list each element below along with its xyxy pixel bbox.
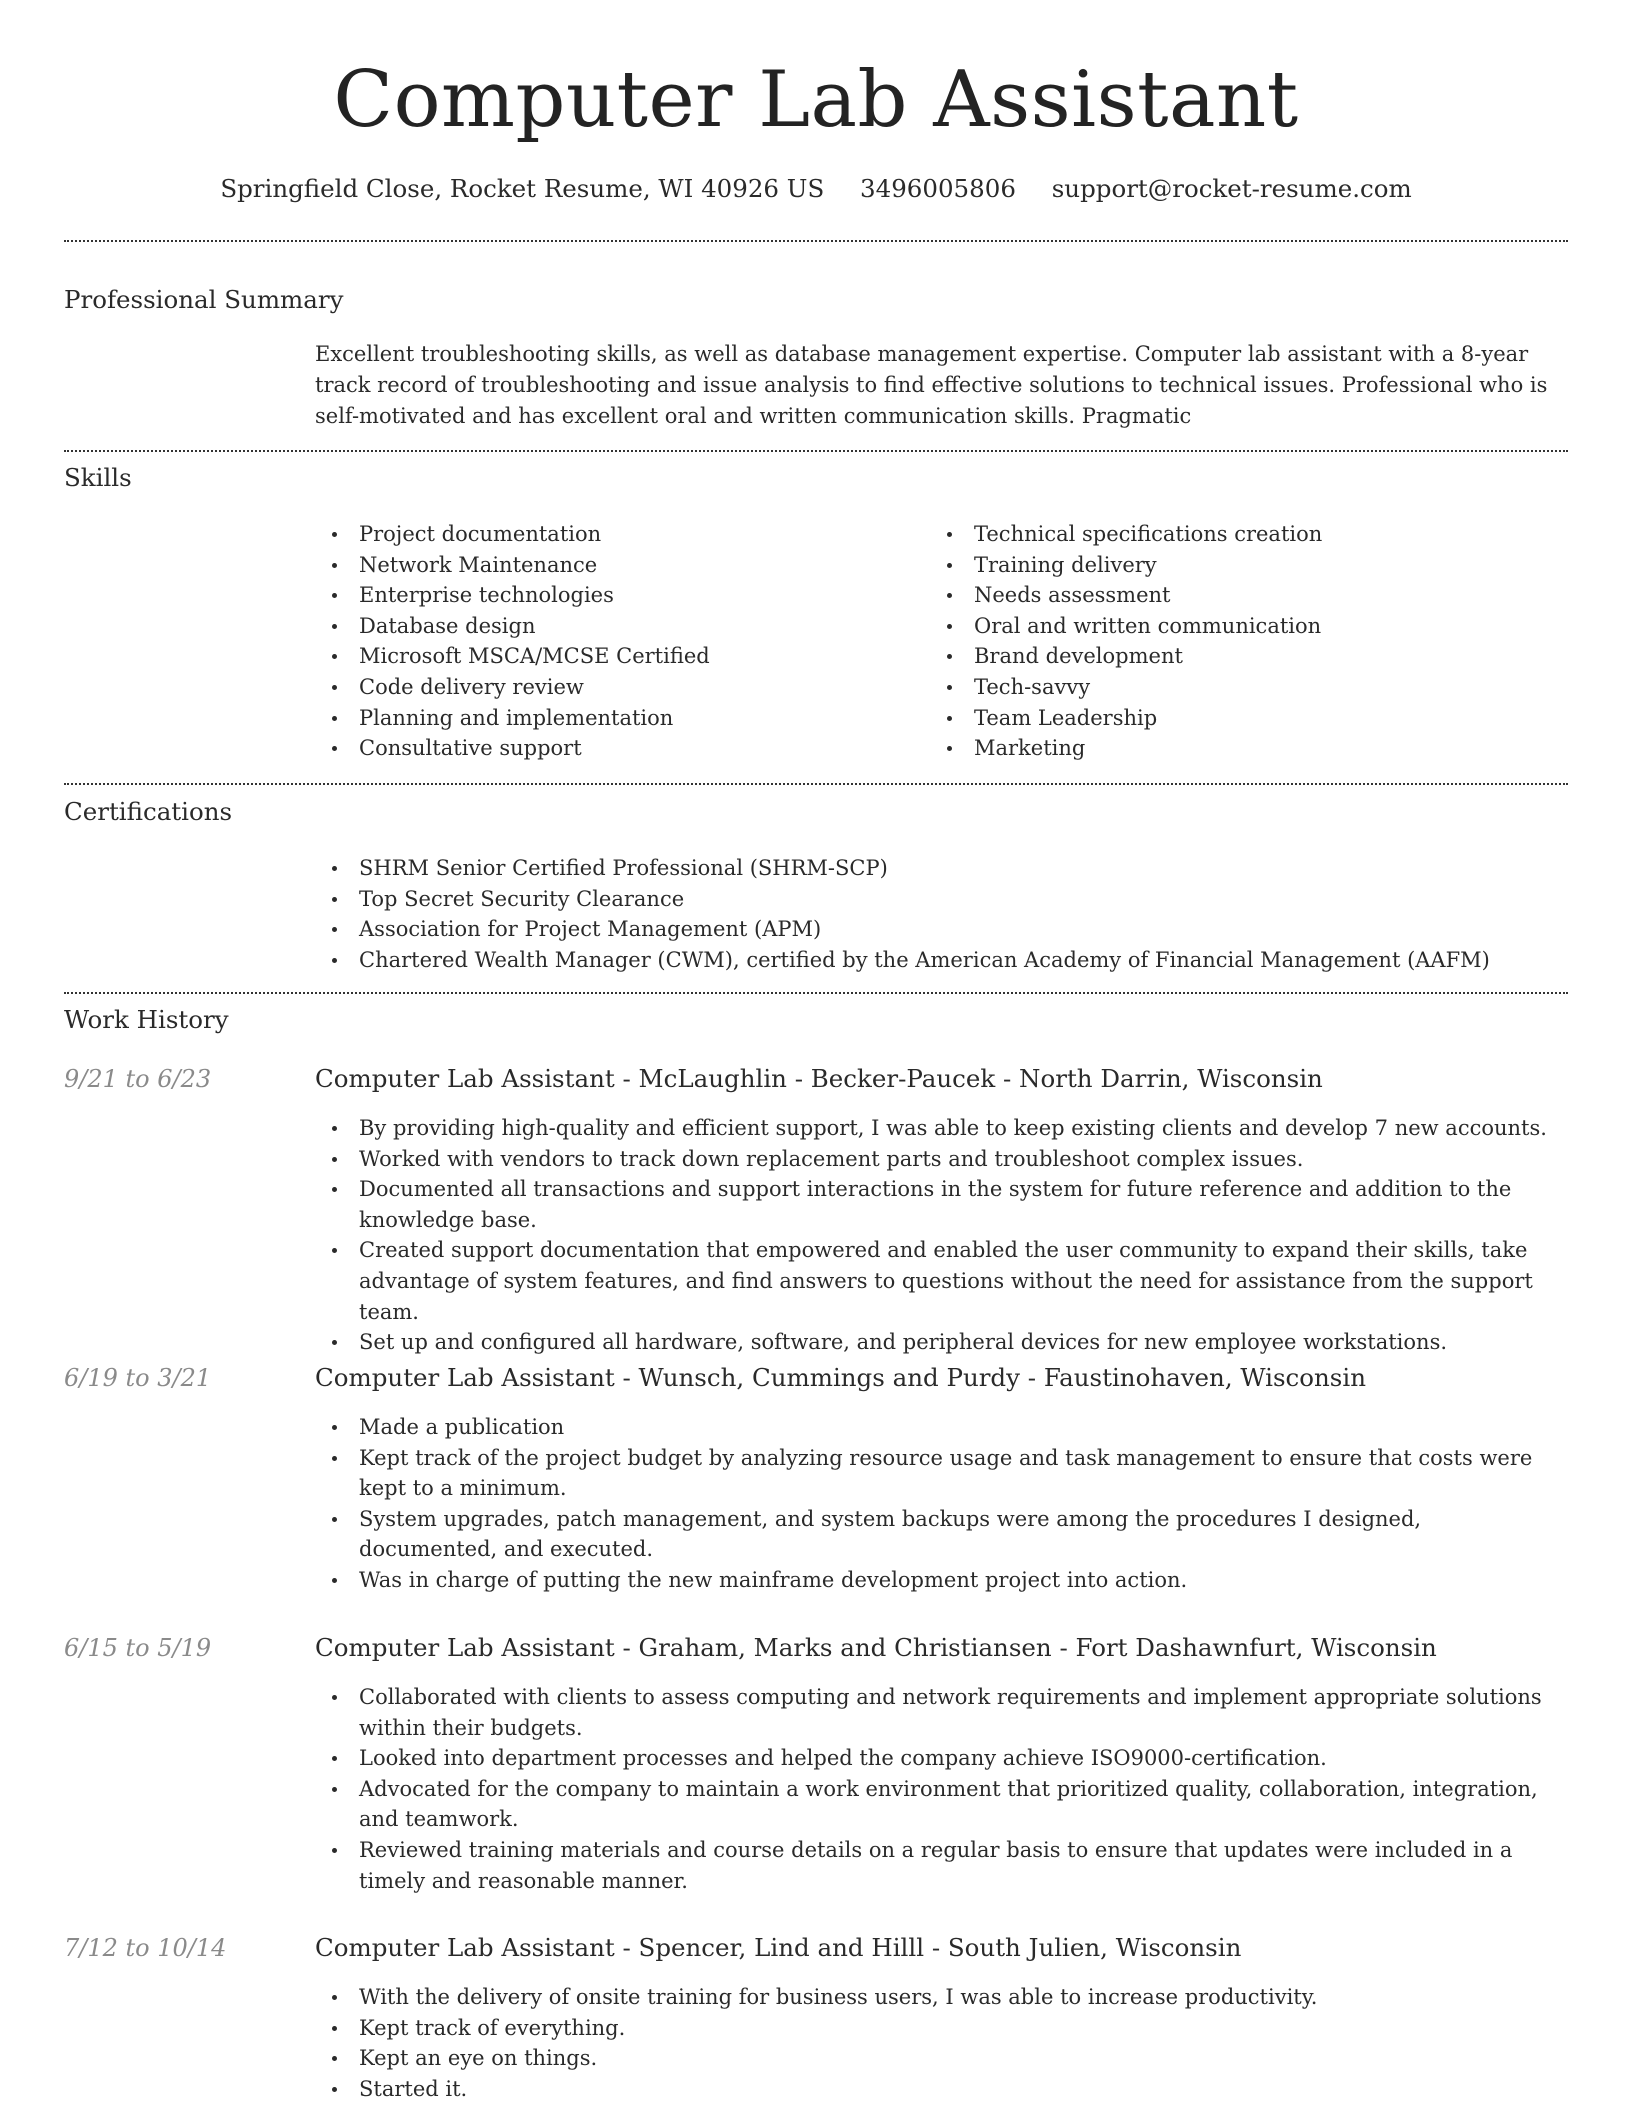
certification-item: Association for Project Management (APM) bbox=[315, 914, 1565, 945]
contact-email: support@rocket-resume.com bbox=[1051, 174, 1412, 203]
job-bullet: Started it. bbox=[315, 2074, 1565, 2105]
job-bullet: Created support documentation that empowered and enabled the user community to expand their skills, take advantage of system features, and find answers to questions without the need for assistance from the support team. bbox=[315, 1235, 1565, 1327]
contact-phone: 3496005806 bbox=[860, 174, 1016, 203]
job-bullet: Kept an eye on things. bbox=[315, 2043, 1565, 2074]
section-divider bbox=[64, 450, 1568, 452]
job-bullet: Worked with vendors to track down replacement parts and troubleshoot complex issues. bbox=[315, 1144, 1565, 1175]
skill-item: Oral and written communication bbox=[930, 611, 1560, 642]
job-bullet: Looked into department processes and helped the company achieve ISO9000-certification. bbox=[315, 1743, 1565, 1774]
job-bullet: With the delivery of onsite training for business users, I was able to increase productivity. bbox=[315, 1982, 1565, 2013]
certification-item: Chartered Wealth Manager (CWM), certified by the American Academy of Financial Management (AAFM) bbox=[315, 945, 1565, 976]
job-bullets bbox=[315, 1412, 1565, 1596]
skills-list-right bbox=[930, 519, 1560, 764]
job-title: Computer Lab Assistant - Wunsch, Cummings and Purdy - Faustinohaven, Wisconsin bbox=[315, 1363, 1366, 1392]
job-bullets bbox=[315, 1682, 1565, 1896]
skill-item: Training delivery bbox=[930, 550, 1560, 581]
skill-item: Database design bbox=[315, 611, 915, 642]
job-bullet: System upgrades, patch management, and system backups were among the procedures I designed, documented, and executed. bbox=[315, 1504, 1565, 1565]
job-bullet: Kept track of the project budget by analyzing resource usage and task management to ensure that costs were kept to a minimum. bbox=[315, 1443, 1565, 1504]
skill-item: Planning and implementation bbox=[315, 703, 915, 734]
job-bullet: Was in charge of putting the new mainframe development project into action. bbox=[315, 1565, 1565, 1596]
skill-item: Marketing bbox=[930, 733, 1560, 764]
certifications-list bbox=[315, 853, 1565, 975]
skill-item: Microsoft MSCA/MCSE Certified bbox=[315, 641, 915, 672]
section-divider bbox=[64, 240, 1568, 242]
certification-item: Top Secret Security Clearance bbox=[315, 884, 1565, 915]
skill-item: Tech-savvy bbox=[930, 672, 1560, 703]
job-title: Computer Lab Assistant - Spencer, Lind and Hilll - South Julien, Wisconsin bbox=[315, 1933, 1242, 1962]
job-bullet: By providing high-quality and efficient support, I was able to keep existing clients and develop 7 new accounts. bbox=[315, 1113, 1565, 1144]
section-divider bbox=[64, 992, 1568, 994]
skill-item: Code delivery review bbox=[315, 672, 915, 703]
skill-item: Technical specifications creation bbox=[930, 519, 1560, 550]
skill-item: Project documentation bbox=[315, 519, 915, 550]
job-bullets bbox=[315, 1982, 1565, 2104]
job-bullet: Reviewed training materials and course details on a regular basis to ensure that updates were included in a timely and reasonable manner. bbox=[315, 1835, 1565, 1896]
job-bullet: Made a publication bbox=[315, 1412, 1565, 1443]
contact-line bbox=[0, 168, 1632, 210]
skills-list-left bbox=[315, 519, 915, 764]
job-dates: 7/12 to 10/14 bbox=[64, 1934, 227, 1962]
candidate-name: Computer Lab Assistant bbox=[333, 55, 1299, 145]
job-title: Computer Lab Assistant - McLaughlin - Becker-Paucek - North Darrin, Wisconsin bbox=[315, 1064, 1323, 1093]
job-dates: 6/15 to 5/19 bbox=[64, 1634, 212, 1662]
skill-item: Enterprise technologies bbox=[315, 580, 915, 611]
skill-item: Needs assessment bbox=[930, 580, 1560, 611]
certifications-heading: Certifications bbox=[64, 797, 233, 826]
work-history-heading: Work History bbox=[64, 1005, 229, 1034]
section-divider bbox=[64, 783, 1568, 785]
skill-item: Network Maintenance bbox=[315, 550, 915, 581]
skill-item: Brand development bbox=[930, 641, 1560, 672]
job-bullet: Set up and configured all hardware, software, and peripheral devices for new employee workstations. bbox=[315, 1327, 1565, 1358]
summary-heading: Professional Summary bbox=[64, 285, 344, 314]
contact-address: Springfield Close, Rocket Resume, WI 40926 US bbox=[220, 174, 825, 203]
job-dates: 9/21 to 6/23 bbox=[64, 1065, 212, 1093]
certification-item: SHRM Senior Certified Professional (SHRM-SCP) bbox=[315, 853, 1565, 884]
job-bullet: Collaborated with clients to assess computing and network requirements and implement appropriate solutions within their budgets. bbox=[315, 1682, 1565, 1743]
skill-item: Consultative support bbox=[315, 733, 915, 764]
job-dates: 6/19 to 3/21 bbox=[64, 1364, 212, 1392]
job-bullet: Advocated for the company to maintain a work environment that prioritized quality, collaboration, integration, and teamwork. bbox=[315, 1774, 1565, 1835]
job-bullet: Documented all transactions and support interactions in the system for future reference and addition to the knowledge base. bbox=[315, 1174, 1565, 1235]
job-bullet: Kept track of everything. bbox=[315, 2013, 1565, 2044]
job-title: Computer Lab Assistant - Graham, Marks and Christiansen - Fort Dashawnfurt, Wisconsin bbox=[315, 1633, 1437, 1662]
skill-item: Team Leadership bbox=[930, 703, 1560, 734]
summary-text: Excellent troubleshooting skills, as well as database management expertise. Computer lab assistant with a 8-year track record of troubleshooting and issue analysis to find effective solutions to technical issues. Professional who is self-motivated and has excellent oral and written communication skills. Pragmatic bbox=[315, 342, 1548, 428]
job-bullets bbox=[315, 1113, 1565, 1358]
skills-heading: Skills bbox=[64, 463, 132, 492]
